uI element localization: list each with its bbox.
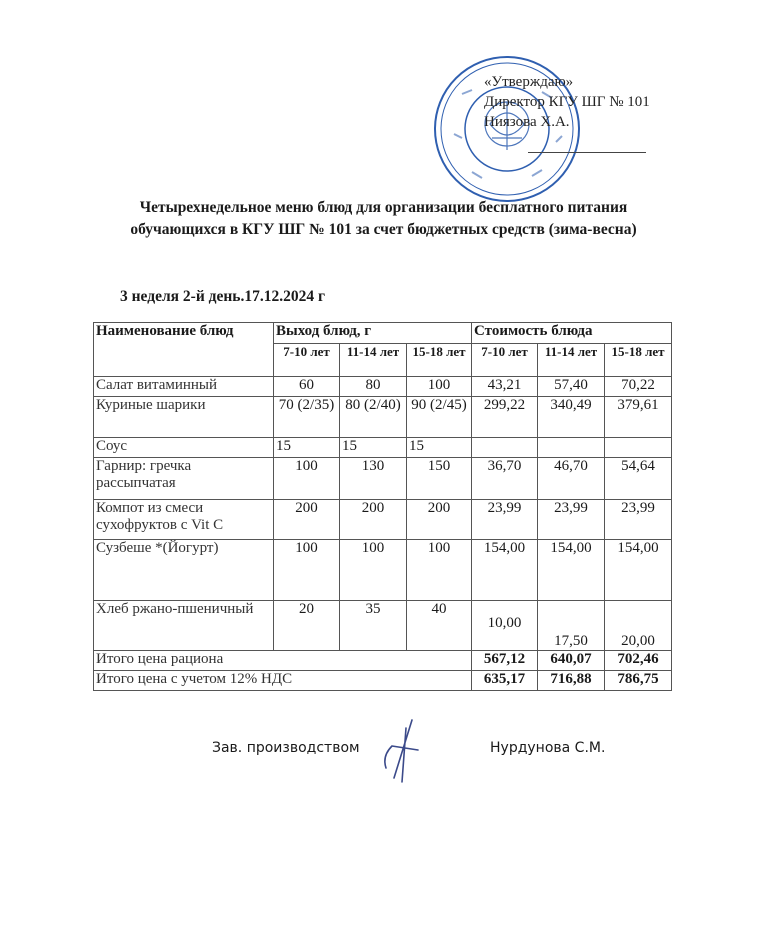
cost-value: 154,00 [472, 540, 538, 601]
cost-value: 54,64 [605, 458, 672, 500]
total-label: Итого цена рациона [94, 651, 472, 671]
output-value: 15 [274, 438, 340, 458]
output-value: 80 (2/40) [340, 397, 407, 438]
age-header: 11-14 лет [340, 344, 407, 377]
output-value: 100 [340, 540, 407, 601]
table-row [94, 500, 672, 540]
total-vat-value: 716,88 [538, 671, 605, 691]
output-value: 200 [340, 500, 407, 540]
output-value: 100 [274, 540, 340, 601]
output-value: 200 [274, 500, 340, 540]
cost-value [605, 438, 672, 458]
table-row [94, 377, 672, 397]
age-header: 7-10 лет [274, 344, 340, 377]
cost-value: 154,00 [605, 540, 672, 601]
cost-value [538, 438, 605, 458]
footer-name: Нурдунова С.М. [490, 740, 606, 756]
table-row [94, 397, 672, 438]
dish-name: Хлеб ржано-пшеничный [94, 601, 274, 651]
output-value: 100 [407, 377, 472, 397]
cost-value: 43,21 [472, 377, 538, 397]
cost-value: 299,22 [472, 397, 538, 438]
dish-name: Гарнир: гречка рассыпчатая [94, 458, 274, 500]
table-header-row [94, 323, 672, 344]
approval-line-1: «Утверждаю» [484, 74, 574, 90]
dish-name: Куриные шарики [94, 397, 274, 438]
output-value: 20 [274, 601, 340, 651]
cost-value: 57,40 [538, 377, 605, 397]
cost-value: 154,00 [538, 540, 605, 601]
output-value: 90 (2/45) [407, 397, 472, 438]
total-value: 640,07 [538, 651, 605, 671]
output-value: 40 [407, 601, 472, 651]
approval-signature-line [528, 152, 646, 153]
total-row [94, 651, 672, 671]
output-value: 100 [274, 458, 340, 500]
output-value: 15 [407, 438, 472, 458]
output-value: 70 (2/35) [274, 397, 340, 438]
table-row [94, 458, 672, 500]
cost-value: 46,70 [538, 458, 605, 500]
cost-value: 23,99 [538, 500, 605, 540]
total-vat-label: Итого цена с учетом 12% НДС [94, 671, 472, 691]
approval-line-2: Директор КГУ ШГ № 101 [484, 94, 650, 110]
week-day-label: 3 неделя 2-й день.17.12.2024 г [120, 288, 326, 305]
approval-line-3: Ниязова Х.А. [484, 114, 570, 130]
table-row [94, 540, 672, 601]
header-dish-name: Наименование блюд [94, 323, 274, 377]
output-value: 15 [340, 438, 407, 458]
cost-value: 23,99 [472, 500, 538, 540]
title-line-1: Четырехнедельное меню блюд для организации бесплатного питания [139, 199, 628, 216]
output-value: 35 [340, 601, 407, 651]
document-title [0, 197, 767, 241]
cost-value: 23,99 [605, 500, 672, 540]
dish-name: Салат витаминный [94, 377, 274, 397]
output-value: 80 [340, 377, 407, 397]
output-value: 130 [340, 458, 407, 500]
table-row [94, 601, 672, 651]
output-value: 150 [407, 458, 472, 500]
table-row [94, 438, 672, 458]
cost-value: 70,22 [605, 377, 672, 397]
age-header: 15-18 лет [407, 344, 472, 377]
cost-value: 20,00 [605, 601, 672, 651]
total-value: 567,12 [472, 651, 538, 671]
age-header: 7-10 лет [472, 344, 538, 377]
total-vat-value: 635,17 [472, 671, 538, 691]
age-header: 11-14 лет [538, 344, 605, 377]
dish-name: Сузбеше *(Йогурт) [94, 540, 274, 601]
output-value: 200 [407, 500, 472, 540]
approval-block [484, 72, 650, 132]
total-vat-row [94, 671, 672, 691]
output-value: 100 [407, 540, 472, 601]
total-vat-value: 786,75 [605, 671, 672, 691]
cost-value: 340,49 [538, 397, 605, 438]
title-line-2: обучающихся в КГУ ШГ № 101 за счет бюджетных средств (зима-весна) [130, 221, 637, 238]
header-output: Выход блюд, г [274, 323, 472, 344]
cost-value: 10,00 [472, 601, 538, 651]
cost-value [472, 438, 538, 458]
header-cost: Стоимость блюда [472, 323, 672, 344]
menu-table [93, 322, 672, 691]
handwritten-signature [372, 716, 432, 786]
age-header: 15-18 лет [605, 344, 672, 377]
cost-value: 379,61 [605, 397, 672, 438]
dish-name: Соус [94, 438, 274, 458]
dish-name: Компот из смеси сухофруктов с Vit C [94, 500, 274, 540]
total-value: 702,46 [605, 651, 672, 671]
cost-value: 36,70 [472, 458, 538, 500]
footer-position: Зав. производством [212, 740, 360, 756]
cost-value: 17,50 [538, 601, 605, 651]
output-value: 60 [274, 377, 340, 397]
